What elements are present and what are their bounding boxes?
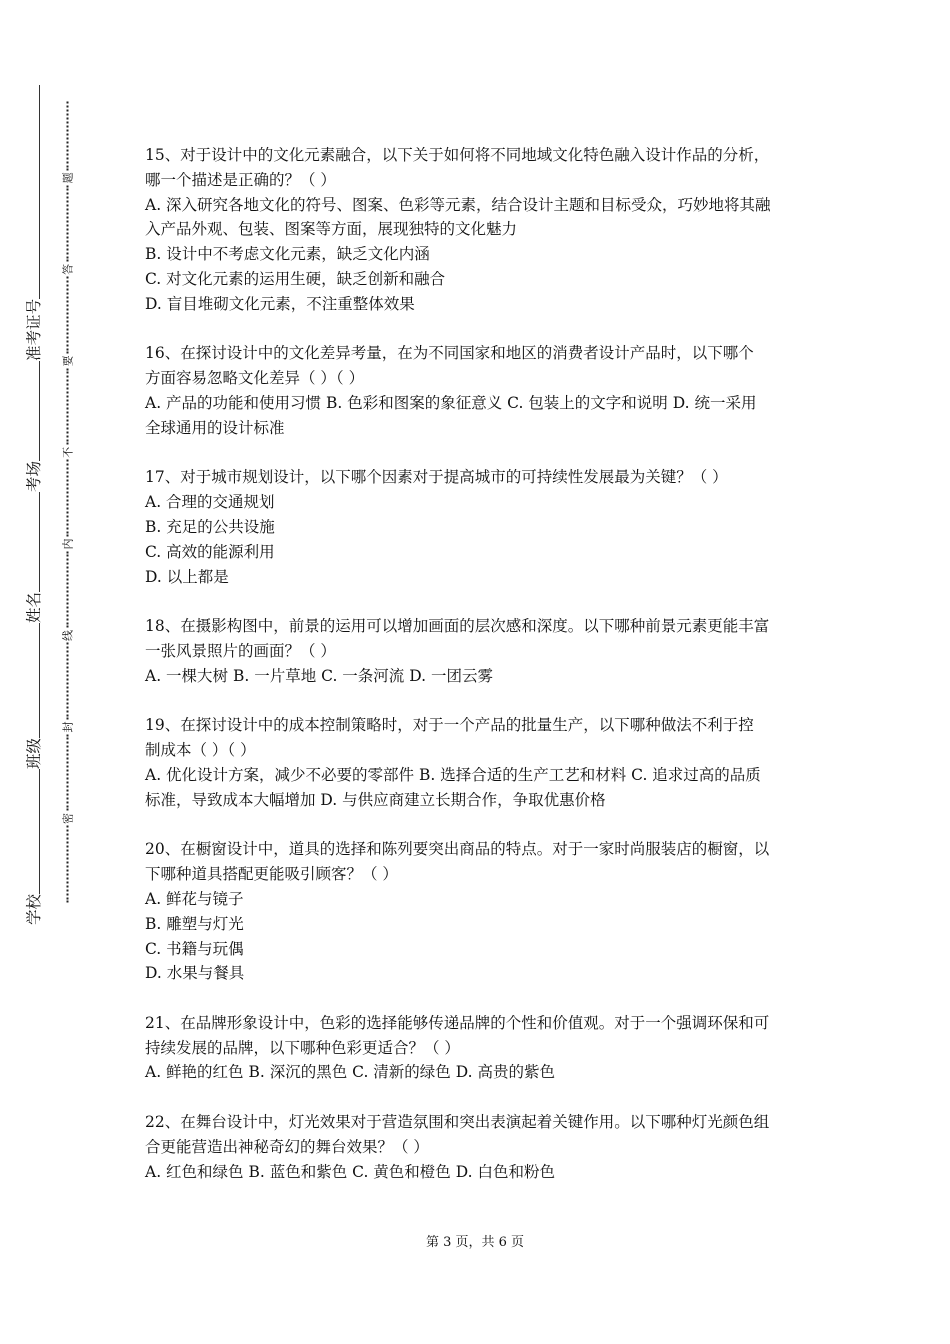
field-label-exam-id: 准考证号: [25, 298, 43, 361]
question-line: 一张风景照片的画面？（ ）: [145, 641, 336, 660]
dotted-segment: [67, 643, 69, 720]
class-blank: [38, 623, 40, 738]
dotted-segment: [67, 826, 69, 903]
question-line: A. 产品的功能和使用习惯 B. 色彩和图案的象征意义 C. 包装上的文字和说明 D. 统一采用: [145, 393, 757, 412]
question-line: B. 雕塑与灯光: [145, 914, 244, 933]
seal-char: 要: [61, 355, 75, 367]
question-19: [145, 713, 815, 812]
seal-char: 线: [61, 629, 75, 641]
dotted-segment: [67, 734, 69, 811]
question-line: A. 合理的交通规划: [145, 493, 275, 512]
dotted-segment: [67, 551, 69, 628]
question-line: 哪一个描述是正确的？（ ）: [145, 170, 336, 189]
question-line: 入产品外观、包装、图案等方面，展现独特的文化魅力: [145, 220, 518, 239]
field-label-name: 姓名: [25, 591, 43, 623]
dotted-segment: [67, 460, 69, 537]
question-list: [145, 143, 815, 1209]
question-line: D. 水果与餐具: [145, 964, 245, 983]
question-line: B. 充足的公共设施: [145, 517, 275, 536]
question-line: 下哪种道具搭配更能吸引顾客？（ ）: [145, 865, 398, 884]
question-line: C. 高效的能源利用: [145, 542, 275, 561]
question-line: A. 红色和绿色 B. 蓝色和紫色 C. 黄色和橙色 D. 白色和粉色: [145, 1162, 555, 1181]
question-16: [145, 341, 815, 440]
question-line: A. 一棵大树 B. 一片草地 C. 一条河流 D. 一团云雾: [145, 666, 493, 685]
question-line: C. 书籍与玩偶: [145, 939, 244, 958]
field-label-school: 学校: [25, 893, 43, 925]
question-20: [145, 837, 815, 986]
seal-char: 密: [61, 812, 75, 824]
question-line: 16、在探讨设计中的文化差异考量，在为不同国家和地区的消费者设计产品时，以下哪个: [145, 344, 754, 363]
question-line: 18、在摄影构图中，前景的运用可以增加画面的层次感和深度。以下哪种前景元素更能丰富: [145, 617, 770, 636]
question-15: [145, 143, 815, 317]
question-line: 制成本（ ）（ ）: [145, 741, 256, 760]
question-line: 17、对于城市规划设计，以下哪个因素对于提高城市的可持续性发展最为关键？（ ）: [145, 468, 728, 487]
seal-char: 内: [61, 538, 75, 550]
question-line: A. 鲜艳的红色 B. 深沉的黑色 C. 清新的绿色 D. 高贵的紫色: [145, 1063, 555, 1082]
question-line: 全球通用的设计标准: [145, 418, 285, 437]
question-line: 15、对于设计中的文化元素融合，以下关于如何将不同地域文化特色融入设计作品的分析，: [145, 146, 770, 164]
field-label-exam-room: 考场: [25, 460, 43, 492]
question-line: A. 深入研究各地文化的符号、图案、色彩等元素，结合设计主题和目标受众，巧妙地将其融: [145, 195, 771, 214]
dotted-segment: [67, 277, 69, 354]
name-blank: [38, 492, 40, 592]
binding-margin-fields: [23, 85, 43, 925]
question-18: [145, 614, 815, 688]
seal-char: 封: [61, 721, 75, 733]
dotted-segment: [67, 102, 69, 171]
school-blank: [38, 769, 40, 894]
seal-char: 不: [61, 446, 75, 458]
question-line: C. 对文化元素的运用生硬，缺乏创新和融合: [145, 269, 446, 288]
question-line: 持续发展的品牌，以下哪种色彩更适合？（ ）: [145, 1038, 460, 1057]
question-21: [145, 1011, 815, 1085]
exam-id-blank: [38, 85, 40, 299]
dotted-segment: [67, 368, 69, 445]
question-line: 方面容易忽略文化差异（ ）（ ）: [145, 369, 365, 388]
seal-char: 答: [61, 263, 75, 275]
question-line: 合更能营造出神秘奇幻的舞台效果？（ ）: [145, 1137, 429, 1156]
question-line: D. 以上都是: [145, 567, 229, 586]
dotted-segment: [67, 185, 69, 262]
question-line: 21、在品牌形象设计中，色彩的选择能够传递品牌的个性和价值观。对于一个强调环保和可: [145, 1013, 770, 1032]
question-line: B. 设计中不考虑文化元素，缺乏文化内涵: [145, 245, 430, 264]
question-line: 标准，导致成本大幅增加 D. 与供应商建立长期合作，争取优惠价格: [145, 790, 606, 809]
question-line: D. 盲目堆砌文化元素，不注重整体效果: [145, 294, 415, 313]
seal-char: 题: [61, 172, 75, 184]
question-line: 22、在舞台设计中，灯光效果对于营造氛围和突出表演起着关键作用。以下哪种灯光颜色组: [145, 1113, 770, 1132]
question-17: [145, 465, 815, 589]
question-line: 19、在探讨设计中的成本控制策略时，对于一个产品的批量生产，以下哪种做法不利于控: [145, 716, 754, 735]
question-22: [145, 1110, 815, 1184]
field-label-class: 班级: [25, 737, 43, 769]
question-line: A. 鲜花与镜子: [145, 889, 244, 908]
question-line: 20、在橱窗设计中，道具的选择和陈列要突出商品的特点。对于一家时尚服装店的橱窗，以: [145, 840, 770, 859]
page-footer: 第 3 页，共 6 页: [425, 1235, 525, 1250]
exam-room-blank: [38, 361, 40, 461]
seal-line: [60, 100, 76, 905]
question-line: A. 优化设计方案，减少不必要的零部件 B. 选择合适的生产工艺和材料 C. 追求过高的品质: [145, 765, 761, 784]
